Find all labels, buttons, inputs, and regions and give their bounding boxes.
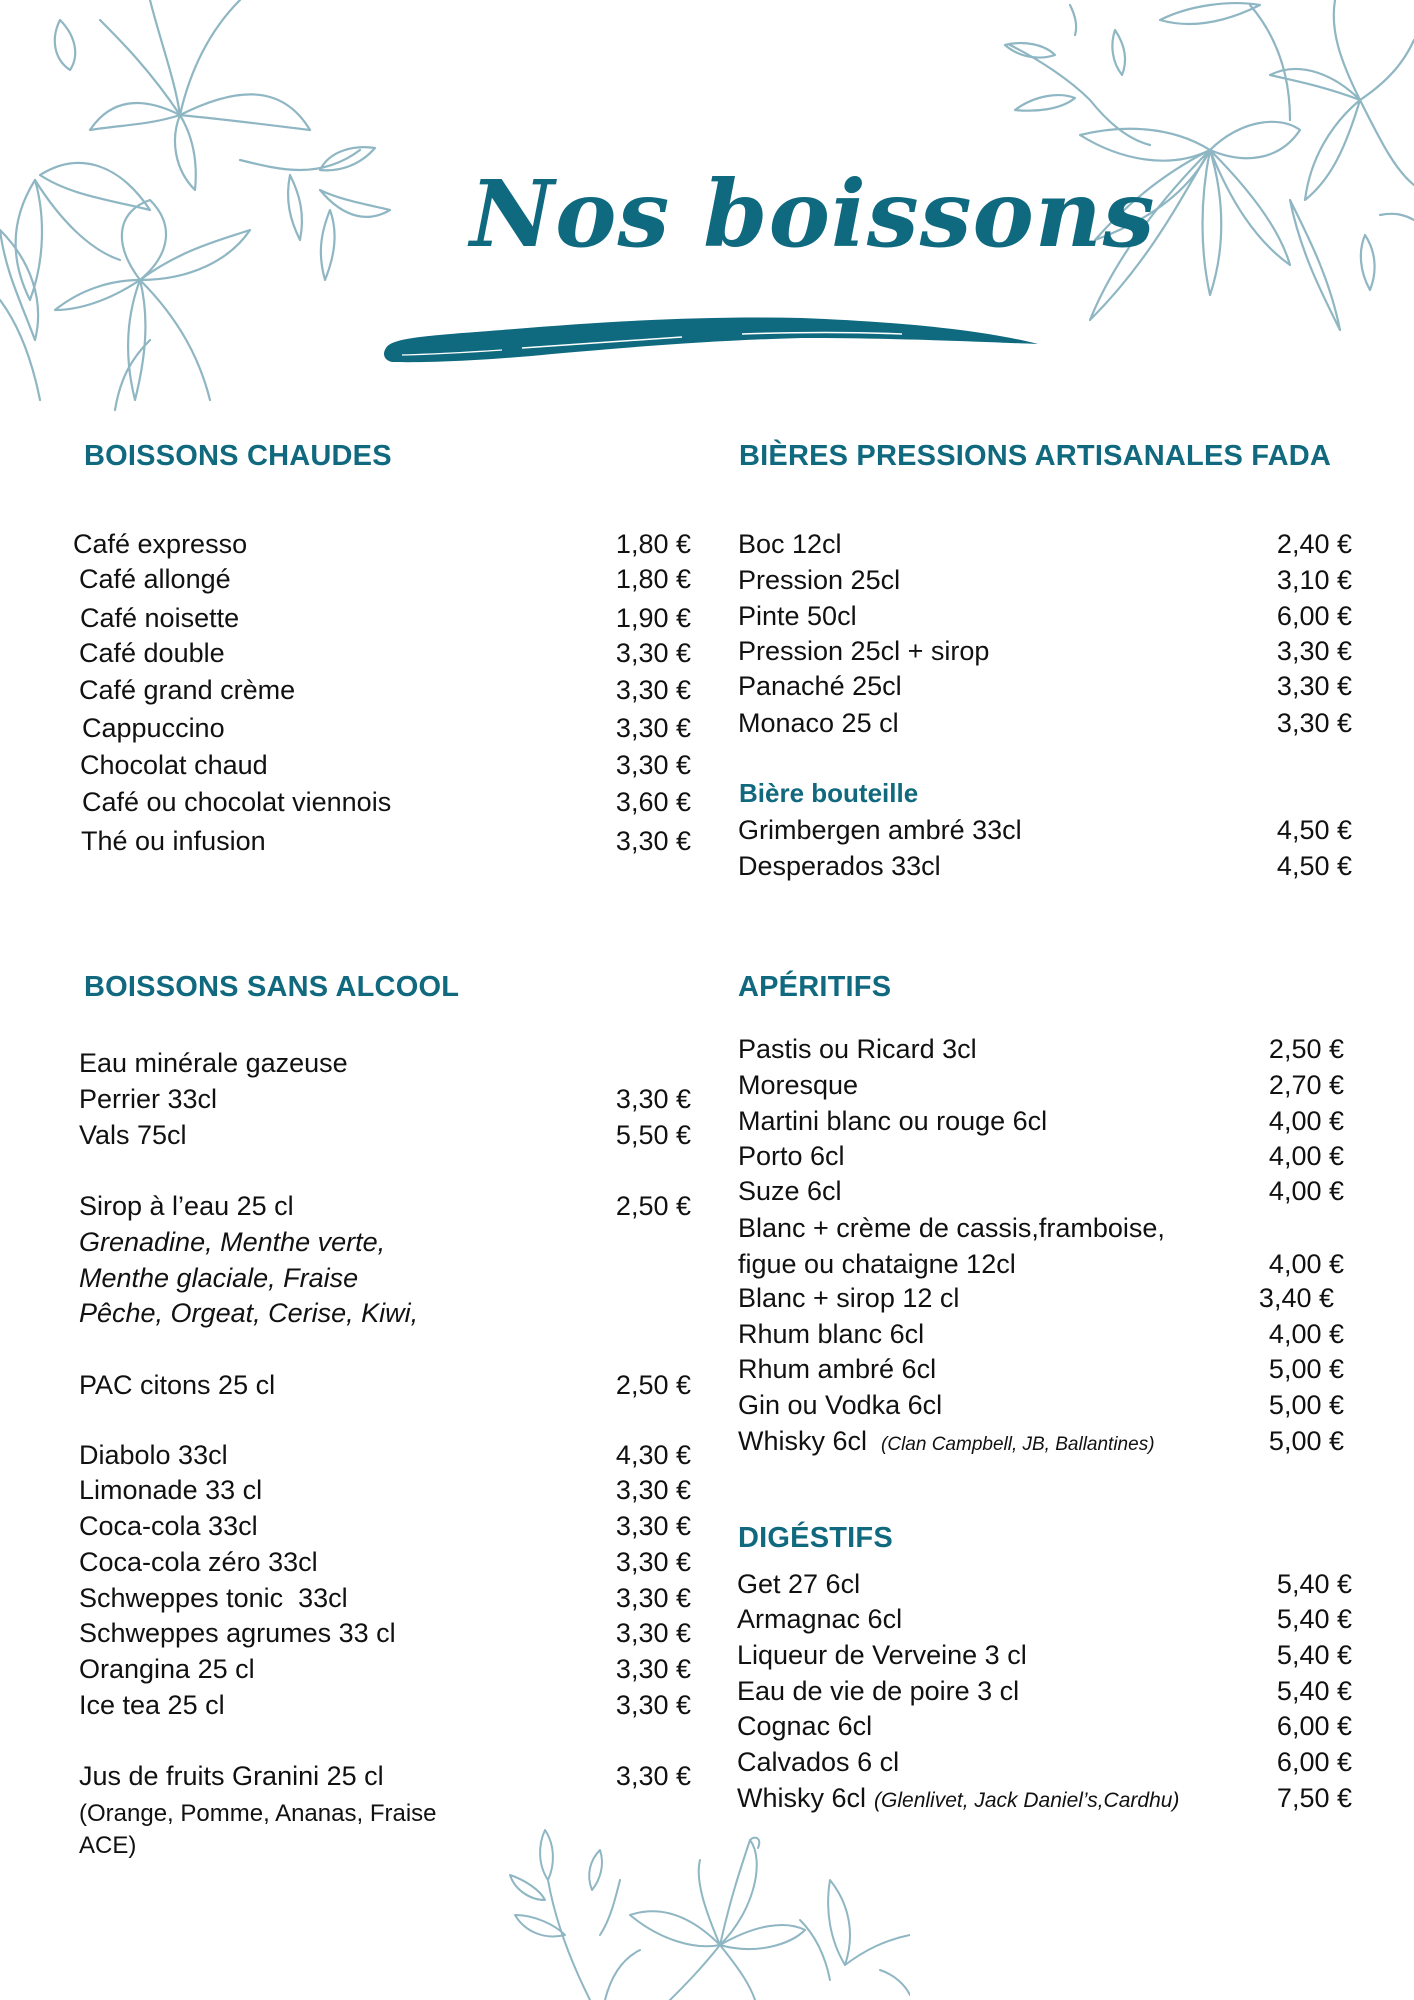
item-name: Martini blanc ou rouge 6cl xyxy=(738,1106,1048,1136)
item-name: Café noisette xyxy=(80,603,240,633)
menu-item xyxy=(737,1780,1352,1816)
item-name: Rhum blanc 6cl xyxy=(738,1319,925,1349)
item-name: Coca-cola zéro 33cl xyxy=(79,1547,318,1577)
item-name: Vals 75cl xyxy=(79,1120,187,1150)
section-title-aperitifs: APÉRITIFS xyxy=(738,971,892,1003)
item-name: Diabolo 33cl xyxy=(79,1440,228,1470)
menu-item xyxy=(737,1673,1352,1709)
item-name: Sirop à l’eau 25 cl xyxy=(79,1191,294,1221)
menu-item xyxy=(738,1210,1344,1246)
item-name: Moresque xyxy=(738,1070,859,1100)
item-name: Gin ou Vodka 6cl xyxy=(738,1390,943,1420)
item-flavors: ACE) xyxy=(79,1832,137,1859)
flavor-line xyxy=(79,1295,691,1331)
item-price: 4,30 € xyxy=(615,1440,691,1470)
item-name: Café ou chocolat viennois xyxy=(82,787,392,817)
item-name: Blanc + crème de cassis,framboise, xyxy=(738,1213,1165,1243)
menu-item xyxy=(738,1067,1344,1103)
menu-item xyxy=(81,823,691,859)
item-name: Liqueur de Verveine 3 cl xyxy=(737,1640,1027,1670)
item-price: 3,30 € xyxy=(1276,636,1352,666)
menu-item xyxy=(738,1031,1344,1067)
item-flavors: (Orange, Pomme, Ananas, Fraise xyxy=(79,1800,437,1827)
item-name: Boc 12cl xyxy=(738,529,842,559)
item-name: Pinte 50cl xyxy=(738,601,857,631)
menu-item xyxy=(79,1758,691,1794)
menu-item xyxy=(738,1351,1344,1387)
menu-item xyxy=(80,747,691,783)
item-price: 3,60 € xyxy=(615,787,691,817)
item-name: Get 27 6cl xyxy=(737,1569,861,1599)
item-price: 4,00 € xyxy=(1268,1141,1344,1171)
menu-item xyxy=(738,1138,1344,1174)
menu-item xyxy=(737,1744,1352,1780)
item-price: 1,90 € xyxy=(615,603,691,633)
menu-item xyxy=(738,1173,1344,1209)
item-name: Schweppes tonic 33cl xyxy=(79,1583,348,1613)
floral-top-left-decoration xyxy=(0,0,400,420)
item-price: 5,40 € xyxy=(1276,1604,1352,1634)
brush-stroke-icon xyxy=(382,308,1042,366)
item-name: Café double xyxy=(79,638,225,668)
menu-item xyxy=(80,600,691,636)
item-price: 4,50 € xyxy=(1276,851,1352,881)
page-title: Nos boissons xyxy=(470,160,1156,268)
item-price: 3,30 € xyxy=(615,713,691,743)
item-price: 4,50 € xyxy=(1276,815,1352,845)
menu-item xyxy=(79,1437,691,1473)
item-price: 6,00 € xyxy=(1276,601,1352,631)
item-price: 2,50 € xyxy=(1268,1034,1344,1064)
menu-item xyxy=(738,705,1352,741)
item-price: 3,30 € xyxy=(1276,671,1352,701)
item-price: 2,50 € xyxy=(615,1370,691,1400)
item-price: 2,50 € xyxy=(615,1191,691,1221)
item-name: Pression 25cl xyxy=(738,565,901,595)
menu-item xyxy=(738,812,1352,848)
item-price: 5,40 € xyxy=(1276,1640,1352,1670)
menu-item xyxy=(738,1280,1334,1316)
subsection-title-biere-bouteille: Bière bouteille xyxy=(739,778,919,808)
item-price: 1,80 € xyxy=(615,564,691,594)
menu-item xyxy=(738,1387,1344,1423)
item-price: 4,00 € xyxy=(1268,1319,1344,1349)
menu-item xyxy=(737,1566,1352,1602)
section-title-boissons-chaudes: BOISSONS CHAUDES xyxy=(84,440,392,472)
item-name: figue ou chataigne 12cl xyxy=(738,1249,1016,1279)
menu-item xyxy=(79,1687,691,1723)
menu-item xyxy=(738,562,1352,598)
item-name: Whisky 6cl xyxy=(737,1783,867,1813)
item-price: 3,30 € xyxy=(615,1547,691,1577)
item-name: Café allongé xyxy=(79,564,231,594)
menu-item xyxy=(79,672,691,708)
item-price: 4,00 € xyxy=(1268,1106,1344,1136)
item-name: Eau minérale gazeuse xyxy=(79,1048,348,1078)
brush-underline-decoration xyxy=(382,308,1042,371)
menu-item xyxy=(738,668,1352,704)
menu-item xyxy=(79,1580,691,1616)
item-price: 3,30 € xyxy=(615,1084,691,1114)
section-title-digestifs: DIGÉSTIFS xyxy=(738,1522,893,1554)
item-price: 6,00 € xyxy=(1276,1747,1352,1777)
item-price: 3,40 € xyxy=(1258,1283,1334,1313)
item-name: Monaco 25 cl xyxy=(738,708,899,738)
item-name: Cognac 6cl xyxy=(737,1711,873,1741)
item-price: 1,80 € xyxy=(615,529,691,559)
item-name: Armagnac 6cl xyxy=(737,1604,903,1634)
item-note: (Clan Campbell, JB, Ballantines) xyxy=(881,1434,1155,1455)
item-price: 5,00 € xyxy=(1268,1426,1344,1456)
menu-item xyxy=(79,1651,691,1687)
item-price: 3,30 € xyxy=(615,1511,691,1541)
item-price: 3,10 € xyxy=(1276,565,1352,595)
item-price: 3,30 € xyxy=(615,675,691,705)
menu-item xyxy=(738,633,1352,669)
menu-item xyxy=(79,561,691,597)
item-flavors: Menthe glaciale, Fraise xyxy=(79,1263,359,1293)
item-name: Pastis ou Ricard 3cl xyxy=(738,1034,977,1064)
item-name: Calvados 6 cl xyxy=(737,1747,900,1777)
item-price: 6,00 € xyxy=(1276,1711,1352,1741)
item-price: 5,50 € xyxy=(615,1120,691,1150)
item-name: Blanc + sirop 12 cl xyxy=(738,1283,960,1313)
item-name: Whisky 6cl xyxy=(738,1426,868,1456)
menu-item xyxy=(738,848,1352,884)
item-price: 3,30 € xyxy=(615,1618,691,1648)
item-note: (Glenlivet, Jack Daniel’s,Cardhu) xyxy=(874,1789,1180,1812)
item-price: 3,30 € xyxy=(615,750,691,780)
item-name: Eau de vie de poire 3 cl xyxy=(737,1676,1020,1706)
item-price: 3,30 € xyxy=(615,638,691,668)
lily-icon xyxy=(0,0,400,420)
item-flavors: Grenadine, Menthe verte, xyxy=(79,1227,386,1257)
menu-item xyxy=(737,1601,1352,1637)
item-name: Desperados 33cl xyxy=(738,851,941,881)
item-name: Suze 6cl xyxy=(738,1176,842,1206)
menu-item xyxy=(79,1472,691,1508)
flavor-line xyxy=(79,1224,691,1260)
item-price: 3,30 € xyxy=(615,1583,691,1613)
item-name: Pression 25cl + sirop xyxy=(738,636,990,666)
menu-item-label xyxy=(79,1045,691,1081)
item-name: Porto 6cl xyxy=(738,1141,845,1171)
flavor-line xyxy=(79,1828,691,1864)
item-name: Café grand crème xyxy=(79,675,296,705)
item-price: 3,30 € xyxy=(615,826,691,856)
item-name: Cappuccino xyxy=(82,713,225,743)
menu-item xyxy=(79,1117,691,1153)
item-price: 2,70 € xyxy=(1268,1070,1344,1100)
item-price: 3,30 € xyxy=(615,1690,691,1720)
menu-item xyxy=(737,1637,1352,1673)
menu-item xyxy=(738,598,1352,634)
menu-item xyxy=(73,526,691,562)
item-price: 5,00 € xyxy=(1268,1390,1344,1420)
menu-item xyxy=(737,1708,1352,1744)
item-name: PAC citons 25 cl xyxy=(79,1370,276,1400)
item-price: 5,40 € xyxy=(1276,1569,1352,1599)
menu-item xyxy=(738,1103,1344,1139)
item-price: 7,50 € xyxy=(1276,1783,1352,1813)
menu-item xyxy=(79,1188,691,1224)
menu-item xyxy=(79,1081,691,1117)
item-flavors: Pêche, Orgeat, Cerise, Kiwi, xyxy=(79,1298,419,1328)
item-name: Jus de fruits Granini 25 cl xyxy=(79,1761,384,1791)
menu-item xyxy=(79,1367,691,1403)
item-name: Rhum ambré 6cl xyxy=(738,1354,937,1384)
menu-item xyxy=(82,710,691,746)
item-name: Ice tea 25 cl xyxy=(79,1690,225,1720)
item-name: Perrier 33cl xyxy=(79,1084,218,1114)
flavor-line xyxy=(79,1796,691,1832)
item-name: Grimbergen ambré 33cl xyxy=(738,815,1022,845)
item-price: 3,30 € xyxy=(615,1475,691,1505)
menu-item xyxy=(738,1246,1344,1282)
item-price: 4,00 € xyxy=(1268,1249,1344,1279)
menu-item xyxy=(738,1423,1344,1459)
item-price: 3,30 € xyxy=(615,1761,691,1791)
section-title-bieres: BIÈRES PRESSIONS ARTISANALES FADA xyxy=(739,440,1332,472)
item-price: 3,30 € xyxy=(615,1654,691,1684)
menu-item xyxy=(82,784,691,820)
flavor-line xyxy=(79,1260,691,1296)
menu-item xyxy=(79,635,691,671)
item-name: Limonade 33 cl xyxy=(79,1475,263,1505)
item-name: Café expresso xyxy=(73,529,248,559)
menu-item xyxy=(738,1316,1344,1352)
menu-item xyxy=(79,1544,691,1580)
menu-item xyxy=(79,1508,691,1544)
item-name: Coca-cola 33cl xyxy=(79,1511,258,1541)
item-name: Thé ou infusion xyxy=(81,826,266,856)
item-name: Chocolat chaud xyxy=(80,750,268,780)
item-name: Orangina 25 cl xyxy=(79,1654,255,1684)
item-price: 4,00 € xyxy=(1268,1176,1344,1206)
item-price: 5,00 € xyxy=(1268,1354,1344,1384)
item-name: Schweppes agrumes 33 cl xyxy=(79,1618,396,1648)
item-price: 3,30 € xyxy=(1276,708,1352,738)
section-title-sans-alcool: BOISSONS SANS ALCOOL xyxy=(84,971,460,1003)
item-name: Panaché 25cl xyxy=(738,671,902,701)
item-price: 2,40 € xyxy=(1276,529,1352,559)
menu-item xyxy=(738,526,1352,562)
menu-item xyxy=(79,1615,691,1651)
item-price: 5,40 € xyxy=(1276,1676,1352,1706)
